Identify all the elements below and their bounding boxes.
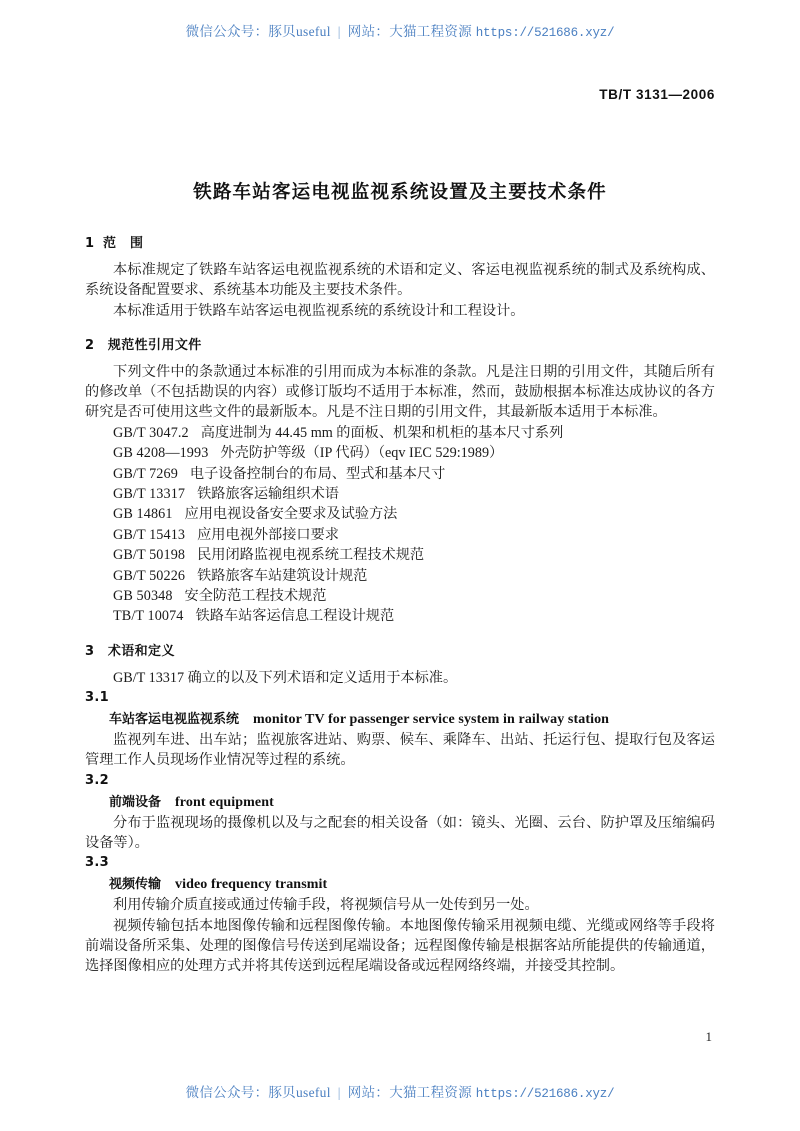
page-title: 铁路车站客运电视监视系统设置及主要技术条件	[193, 182, 607, 203]
watermark-header	[0, 20, 800, 40]
reference-name: 电子设备控制台的布局、型式和基本尺寸	[189, 465, 446, 482]
watermark-site-label: 网站：大猫工程资源	[347, 1085, 472, 1100]
term-cn: 视频传输	[109, 877, 162, 893]
section-1-title-char-2: 围	[130, 236, 144, 251]
watermark-wechat-label: 微信公众号：豚贝useful	[185, 1085, 331, 1100]
clause-3-1-paragraph-1: 监视列车进、出车站；监视旅客进站、购票、候车、乘降车、出站、托运行包、提取行包及客运管理工作人员现场作业情况等过程的系统。	[85, 732, 715, 769]
section-3-paragraph-1: GB/T 13317 确立的以及下列术语和定义适用于本标准。	[113, 669, 458, 686]
term-cn: 车站客运电视监视系统	[109, 712, 240, 728]
reference-code: GB 50348	[113, 588, 173, 605]
watermark-separator: |	[337, 24, 341, 39]
reference-code: GB 4208—1993	[113, 445, 209, 462]
reference-code: GB/T 15413	[113, 526, 186, 543]
clause-3-2-number: 3.2	[85, 772, 109, 788]
section-1-paragraph-2: 本标准适用于铁路车站客运电视监视系统的系统设计和工程设计。	[113, 302, 525, 319]
clause-3-3-paragraph-2: 视频传输包括本地图像传输和远程图像传输。本地图像传输采用视频电缆、光缆或网络等手段将前端设备所采集、处理的图像信号传送到尾端设备；远程图像传输是根据客站所能提供的传输通道，选择图像相应的处理方式并将其传送到远程尾端设备或远程网络终端，并接受其控制。	[85, 917, 715, 975]
reference-code: GB/T 7269	[113, 465, 178, 482]
clause-3-1-term	[109, 708, 715, 728]
term-cn: 前端设备	[109, 794, 162, 810]
watermark-separator: |	[337, 1085, 341, 1100]
section-2-paragraph-1: 下列文件中的条款通过本标准的引用而成为本标准的条款。凡是注日期的引用文件，其随后所有的修改单（不包括勘误的内容）或修订版均不适用于本标准，然而，鼓励根据本标准达成协议的各方研究是否可使用这些文件的最新版本。凡是不注日期的引用文件，其最新版本适用于本标准。	[85, 363, 715, 421]
reference-code: GB/T 50226	[113, 567, 186, 584]
clause-3-3-term	[109, 873, 715, 893]
reference-code: TB/T 10074	[113, 608, 184, 625]
section-2-heading: 2 规范性引用文件	[85, 337, 202, 353]
standard-number: TB/T 3131—2006	[599, 87, 715, 102]
section-1-number: 1	[85, 236, 95, 251]
term-en: monitor TV for passenger service system in railway station	[253, 712, 610, 728]
normative-references-list	[85, 423, 715, 627]
list-item	[113, 443, 715, 463]
reference-name: 应用电视设备安全要求及试验方法	[184, 506, 398, 523]
reference-name: 铁路车站客运信息工程设计规范	[195, 608, 395, 625]
section-3-heading: 3 术语和定义	[85, 643, 175, 659]
section-1-paragraph-1: 本标准规定了铁路车站客运电视监视系统的术语和定义、客运电视监视系统的制式及系统构成、系统设备配置要求、系统基本功能及主要技术条件。	[85, 262, 715, 299]
reference-name: 铁路旅客车站建筑设计规范	[197, 567, 368, 584]
reference-name: 铁路旅客运输组织术语	[197, 486, 339, 502]
clause-3-1-number: 3.1	[85, 690, 109, 706]
document-body	[85, 232, 715, 977]
watermark-site-label: 网站：大猫工程资源	[347, 24, 472, 39]
clause-3-3-paragraph-1: 利用传输介质直接或通过传输手段，将视频信号从一处传到另一处。	[113, 897, 539, 914]
watermark-wechat-label: 微信公众号：豚贝useful	[185, 24, 331, 39]
reference-code: GB/T 3047.2	[113, 424, 189, 441]
page-number: 1	[705, 1029, 712, 1044]
list-item	[113, 606, 715, 626]
list-item	[113, 586, 715, 606]
term-en: video frequency transmit	[175, 877, 328, 893]
list-item	[113, 484, 715, 504]
watermark-footer	[0, 1081, 800, 1101]
reference-name: 高度进制为 44.45 mm 的面板、机架和机柜的基本尺寸系列	[200, 424, 564, 441]
reference-name: 应用电视外部接口要求	[197, 526, 339, 543]
clause-3-3-number: 3.3	[85, 855, 109, 871]
list-item	[113, 525, 715, 545]
section-1-title-char-1: 范	[103, 236, 131, 251]
reference-name: 民用闭路监视电视系统工程技术规范	[197, 547, 425, 564]
term-en: front equipment	[175, 794, 274, 810]
list-item	[113, 566, 715, 586]
list-item	[113, 504, 715, 524]
watermark-url: https://521686.xyz/	[475, 26, 615, 40]
reference-name: 外壳防护等级（IP 代码）（eqv IEC 529:1989）	[220, 445, 504, 462]
reference-code: GB 14861	[113, 506, 173, 523]
list-item	[113, 423, 715, 443]
watermark-url: https://521686.xyz/	[475, 1087, 615, 1101]
clause-3-2-paragraph-1: 分布于监视现场的摄像机以及与之配套的相关设备（如：镜头、光圈、云台、防护罩及压缩编码设备等）。	[85, 814, 715, 852]
reference-code: GB/T 50198	[113, 547, 186, 564]
list-item	[113, 545, 715, 565]
section-1-heading	[85, 232, 715, 251]
list-item	[113, 464, 715, 484]
reference-name: 安全防范工程技术规范	[184, 588, 327, 605]
clause-3-2-term	[109, 791, 715, 811]
reference-code: GB/T 13317	[113, 486, 186, 502]
